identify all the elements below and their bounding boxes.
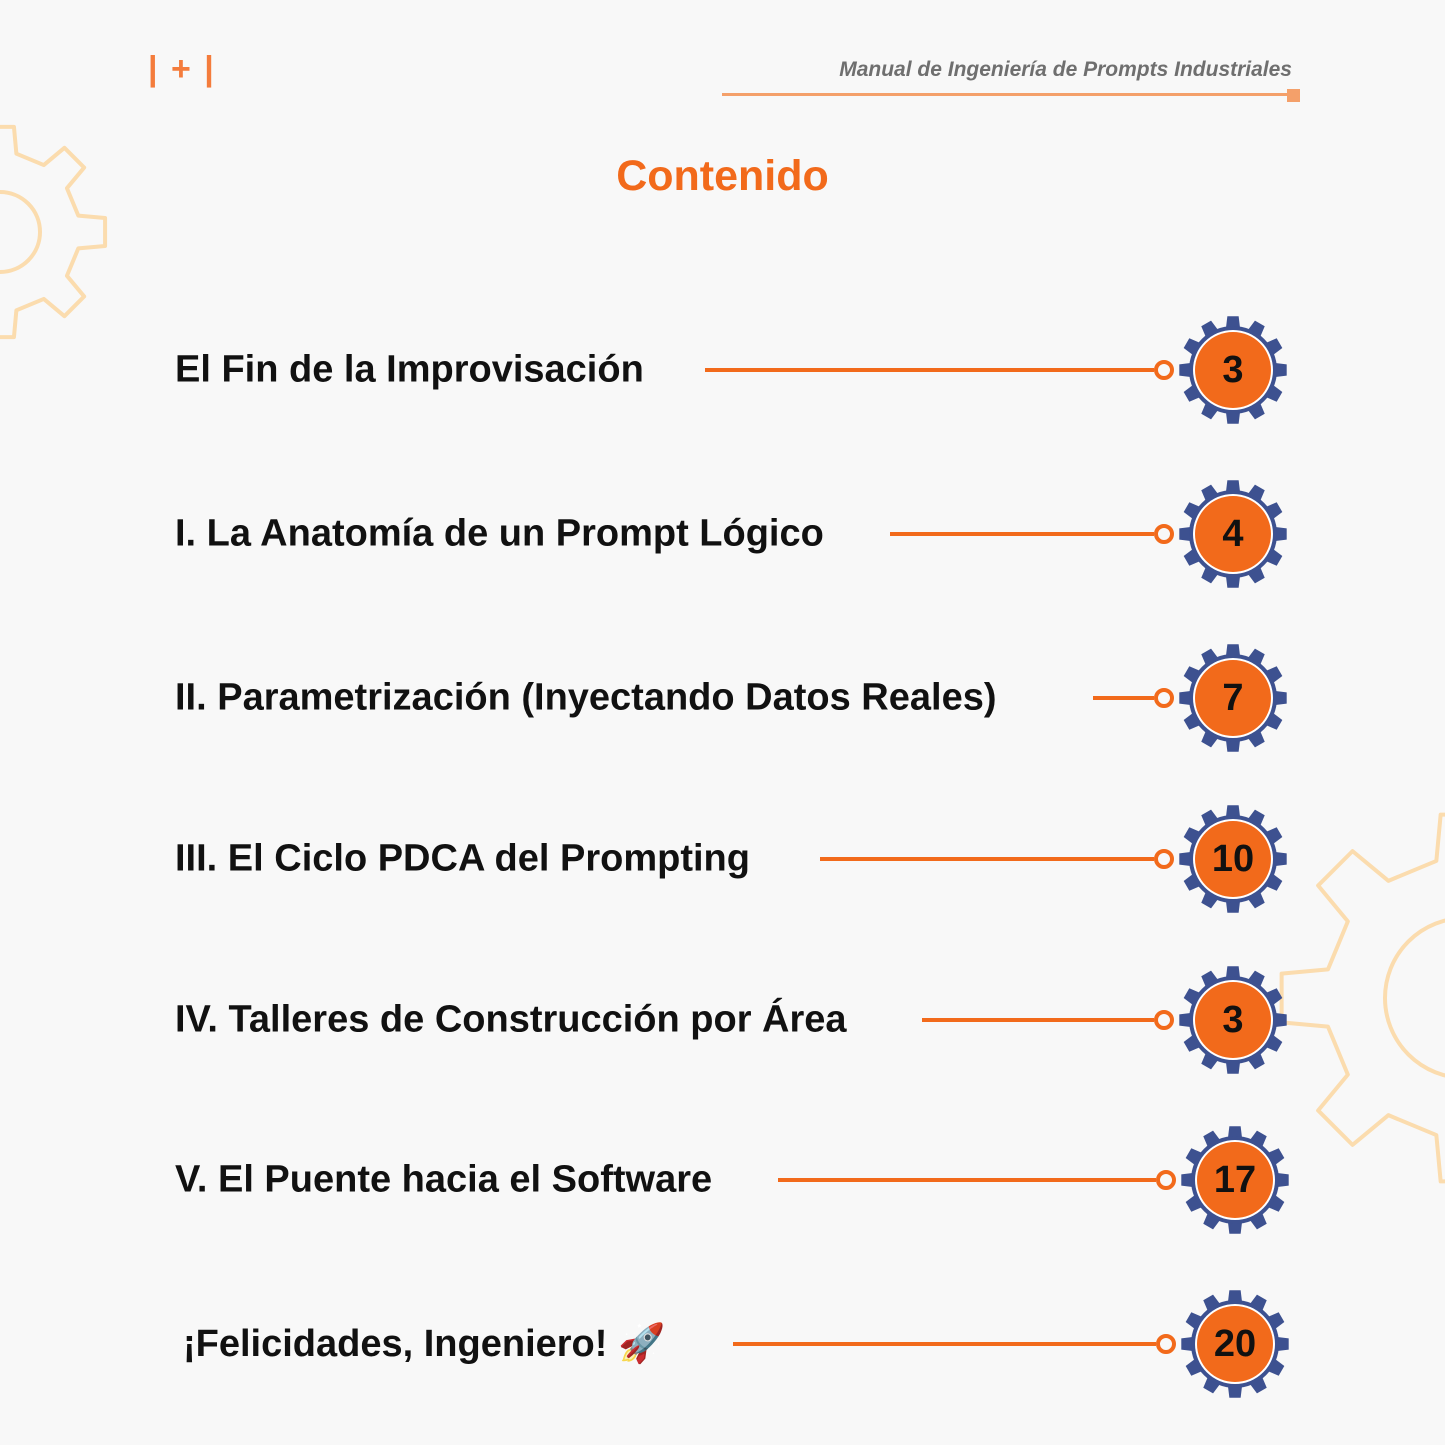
leader-line [778,1178,1156,1182]
page-title: Contenido [616,152,829,200]
connector-dot-icon [1156,1170,1176,1190]
toc-item-page: 20 [1213,1323,1257,1365]
toc-item-label: IV. Talleres de Construcción por Área [175,998,847,1041]
toc-item-label: V. El Puente hacia el Software [175,1158,713,1201]
toc-item[interactable] [0,643,1445,753]
leader-line [1093,696,1154,700]
toc-item[interactable] [0,965,1445,1075]
toc-item-page: 17 [1213,1159,1257,1201]
toc-item[interactable] [0,1289,1445,1399]
header-divider [722,93,1290,96]
toc-item[interactable] [0,479,1445,589]
toc-item[interactable] [0,1125,1445,1235]
toc-item[interactable] [0,315,1445,425]
connector-dot-icon [1154,849,1174,869]
leader-line [705,368,1154,372]
leader-line [820,857,1154,861]
manual-title: Manual de Ingeniería de Prompts Industriales [839,58,1292,81]
toc-item-label: El Fin de la Improvisación [175,348,644,391]
connector-dot-icon [1154,524,1174,544]
toc-item-label: III. El Ciclo PDCA del Prompting [175,837,750,880]
toc-item-page: 4 [1222,513,1244,555]
toc-item-label: I. La Anatomía de un Prompt Lógico [175,512,824,555]
toc-item-page: 7 [1222,677,1244,719]
leader-line [890,532,1154,536]
header-divider-end [1287,89,1300,102]
brand-logo: | + | [148,50,216,88]
toc-item-page: 10 [1211,838,1255,880]
toc-item-page: 3 [1222,349,1244,391]
toc-item-label: II. Parametrización (Inyectando Datos Reales) [175,676,997,719]
toc-item[interactable] [0,804,1445,914]
toc-item-page: 3 [1222,999,1244,1041]
connector-dot-icon [1154,688,1174,708]
connector-dot-icon [1154,1010,1174,1030]
connector-dot-icon [1154,360,1174,380]
toc-item-label: ¡Felicidades, Ingeniero! 🚀 [183,1323,666,1365]
leader-line [922,1018,1154,1022]
leader-line [733,1342,1156,1346]
connector-dot-icon [1156,1334,1176,1354]
